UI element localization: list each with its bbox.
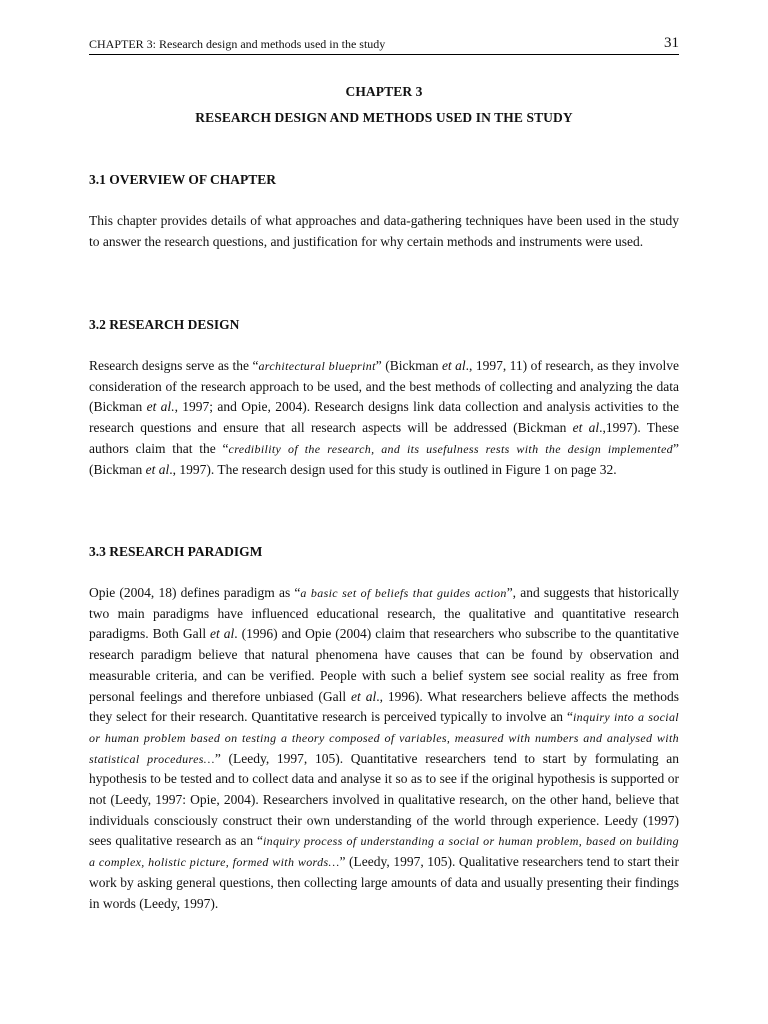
text-run: ” (Bickman xyxy=(375,358,442,373)
text-run: ”, and suggests that historically two main paradigms have influenced educational research, the qualitative and quantitative research paradigms. Both Gall xyxy=(89,585,679,642)
quoted-phrase: a basic set of beliefs that guides action xyxy=(300,586,507,600)
text-run: Opie (2004, 18) defines paradigm as “ xyxy=(89,585,301,600)
page-number: 31 xyxy=(664,35,679,51)
paragraph-research-design xyxy=(89,356,679,480)
citation-etal: et al xyxy=(572,420,600,436)
section-heading-research-paradigm: 3.3 RESEARCH PARADIGM xyxy=(89,544,263,559)
running-title: CHAPTER 3: Research design and methods used in the study xyxy=(89,37,386,51)
chapter-title: RESEARCH DESIGN AND METHODS USED IN THE STUDY xyxy=(195,110,573,125)
text-run: .,1997). These authors claim that the “ xyxy=(89,420,679,456)
citation-etal: et al. xyxy=(146,399,175,415)
text-run: ” (Leedy, 1997, 105). Quantitative researchers tend to start by formulating an hypothesis to be tested and to collect data and analyse it so as to see if the original hypothesis is supported or not (Leedy, 1997: Opie, 2004). Researchers involved in qualitative research, on the other hand, believe that individuals consciously construct their own understanding of the world through experience. Leedy (1997) sees qualitative research as an “ xyxy=(89,750,679,849)
running-header xyxy=(89,34,679,55)
text-run: ., 1996). What researchers believe affects the methods they select for their research. Quantitative research is perceived typically to involve an “ xyxy=(89,688,680,725)
quoted-phrase: inquiry process of understanding a social or human problem, based on building a complex, holistic picture, formed with words… xyxy=(89,834,679,870)
quoted-phrase: inquiry into a social or human problem based on testing a theory composed of variables, measured with numbers and analysed with statistical procedures… xyxy=(89,710,679,766)
text-run: ” (Bickman xyxy=(89,440,679,477)
text-run: ., 1997, 11) of research, as they involve consideration of the research approach to be used, and the best methods of collecting and analyzing the data (Bickman xyxy=(89,358,679,415)
text-run: , 1997; and Opie, 2004). Research designs link data collection and analysis activities to the research questions and ensure that all research aspects will be addressed (Bickman xyxy=(89,399,679,436)
citation-etal: et al xyxy=(351,688,377,704)
quoted-phrase: credibility of the research, and its usefulness rests with the design implemented xyxy=(228,441,673,456)
section-heading-overview: 3.1 OVERVIEW OF CHAPTER xyxy=(89,172,277,187)
paragraph-research-paradigm xyxy=(89,583,679,914)
quoted-phrase: architectural blueprint xyxy=(258,359,376,373)
text-run: ., 1997). The research design used for this study is outlined in Figure 1 on page 32. xyxy=(169,461,617,477)
citation-etal: et al xyxy=(145,461,170,477)
section-heading-research-design: 3.2 RESEARCH DESIGN xyxy=(89,317,240,332)
text-run: ” (Leedy, 1997, 105). Qualitative researchers tend to start their work by asking general questions, then collecting large amounts of data and usually presenting their findings in words (Leedy, 1997). xyxy=(89,854,679,911)
chapter-number: CHAPTER 3 xyxy=(345,84,423,99)
text-run: . (1996) and Opie (2004) claim that researchers who subscribe to the quantitative research paradigm believe that natural phenomena have causes that can be found by observation and measurable criteria, and can be verified. People with such a belief system see social reality as free from personal feelings and therefore unbiased (Gall xyxy=(89,626,680,704)
citation-etal: et al xyxy=(441,358,466,373)
text-run: Research designs serve as the “ xyxy=(89,358,259,373)
citation-etal: et al xyxy=(210,626,235,642)
paragraph-overview: This chapter provides details of what approaches and data-gathering techniques have been used in the study to answer the research questions, and justification for why certain methods and instruments were used. xyxy=(89,213,679,249)
